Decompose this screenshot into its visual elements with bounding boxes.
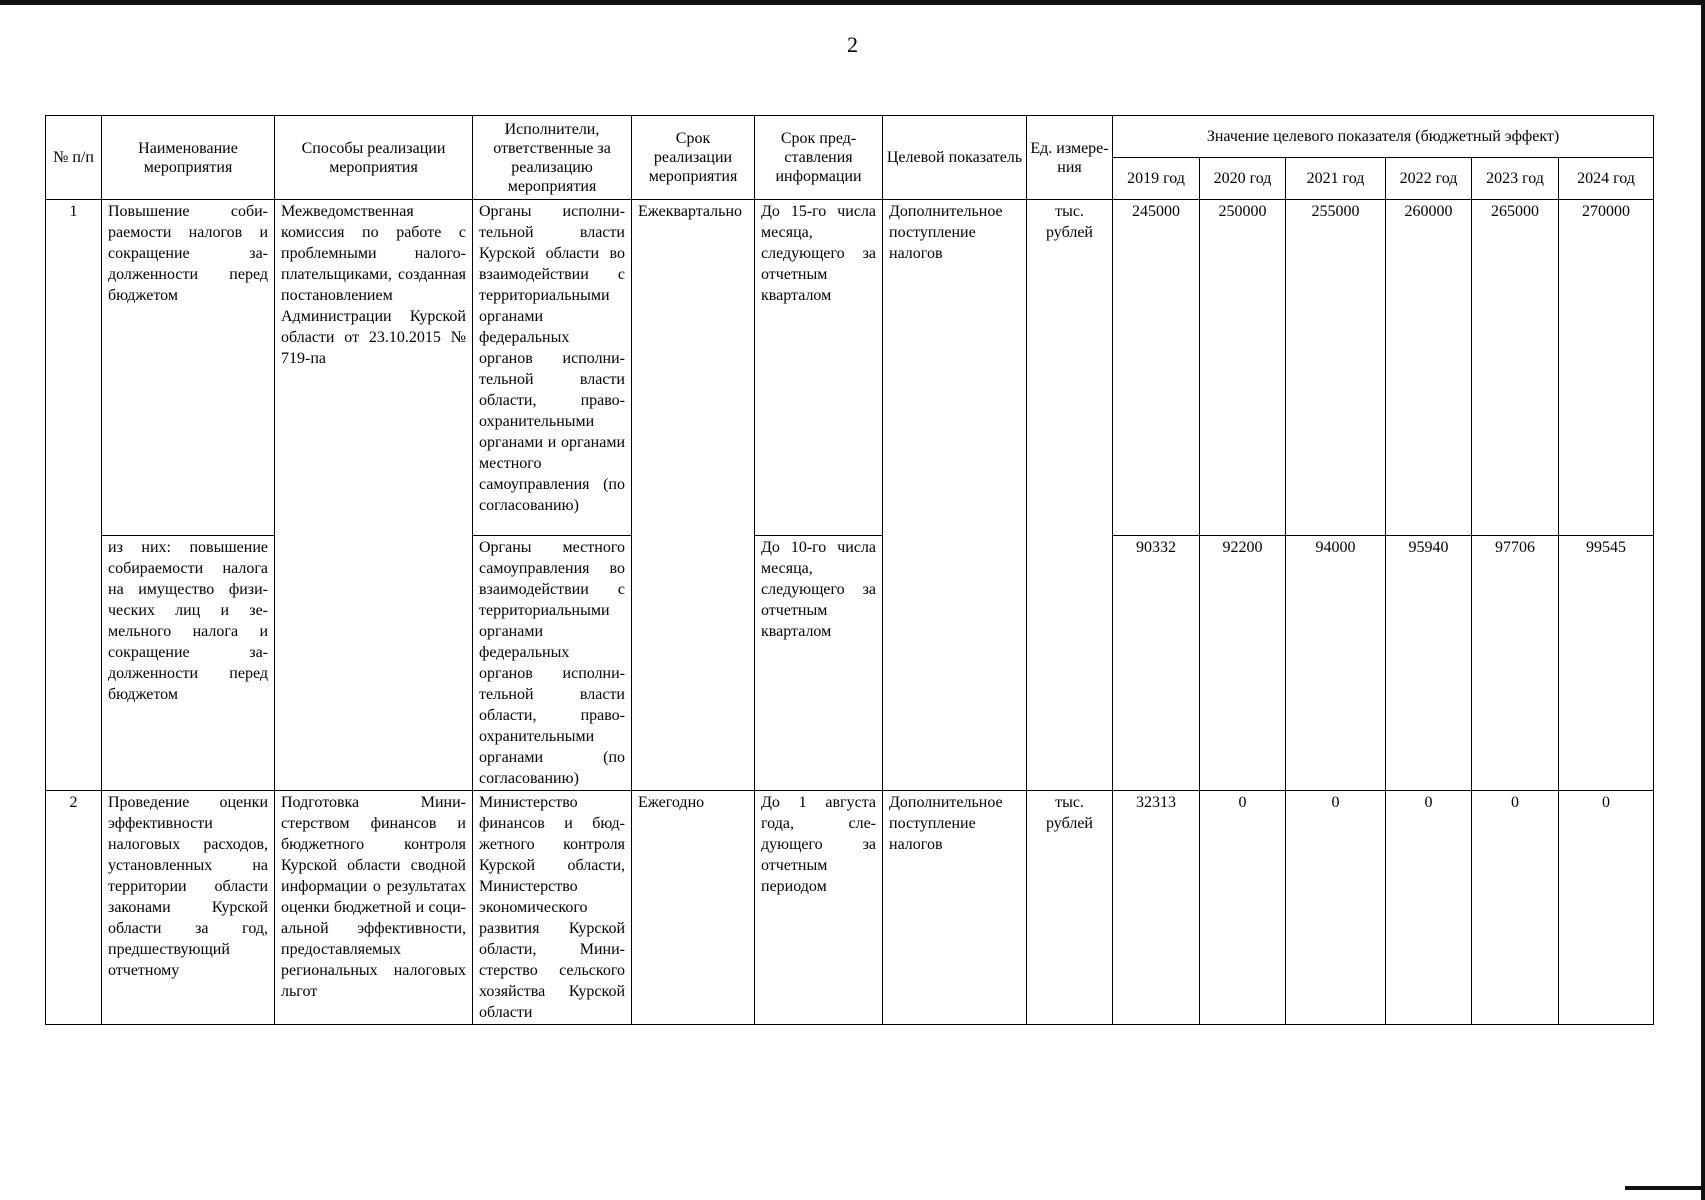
row-term: Ежегодно xyxy=(632,791,755,1025)
col-header-executors: Исполнители, ответственные за реализацию мероприятия xyxy=(473,116,632,200)
row-name: из них: повышение собираемости налога на имущество физических лиц и земельного налога и сокращение задолженности перед бюджетом xyxy=(102,536,275,791)
col-header-year: 2024 год xyxy=(1559,158,1654,200)
row-methods: Межведомственная комиссия по работе с проблемными налогоплательщиками, созданная постановлением Администрации Курской области от 23.10.2015 № 719-па xyxy=(275,200,473,536)
row-value: 245000 xyxy=(1113,200,1200,536)
row-executors: Органы местного самоуправления во взаимодействии с территориальными органами федеральных органов исполнительной власти области, правоохранительными органами (по согласованию) xyxy=(473,536,632,791)
row-value: 95940 xyxy=(1386,536,1472,791)
page-number: 2 xyxy=(847,32,858,57)
row-no: 1 xyxy=(46,200,102,536)
row-methods-empty xyxy=(275,536,473,791)
col-header-indicator: Целевой показатель xyxy=(883,116,1027,200)
row-value: 0 xyxy=(1200,791,1286,1025)
row-value: 32313 xyxy=(1113,791,1200,1025)
col-header-no: № п/п xyxy=(46,116,102,200)
row-executors: Министерство финансов и бюджетного контроля Курской области, Министерство экономического развития Курской области, Министерство сельского хозяйства Курской области xyxy=(473,791,632,1025)
row-value: 94000 xyxy=(1286,536,1386,791)
row-indicator-empty xyxy=(883,536,1027,791)
table-header xyxy=(46,116,1654,200)
table-row xyxy=(46,536,1654,791)
row-executors: Органы исполнительной власти Курской области во взаимодействии с территориальными органами федеральных органов исполнительной власти области, правоохранительными органами и органами местного самоуправления (по согласованию) xyxy=(473,200,632,536)
col-header-year: 2019 год xyxy=(1113,158,1200,200)
col-header-name: Наименование мероприятия xyxy=(102,116,275,200)
row-report-term: До 15-го числа месяца, следующего за отчетным кварталом xyxy=(755,200,883,536)
col-header-year: 2022 год xyxy=(1386,158,1472,200)
row-unit: тыс. рублей xyxy=(1027,200,1113,536)
scan-border-top xyxy=(0,0,1705,5)
row-value: 260000 xyxy=(1386,200,1472,536)
col-header-term: Срок реализации мероприятия xyxy=(632,116,755,200)
col-header-year: 2023 год xyxy=(1472,158,1559,200)
row-value: 97706 xyxy=(1472,536,1559,791)
table-row xyxy=(46,200,1654,536)
row-indicator: Дополнительное поступление налогов xyxy=(883,791,1027,1025)
row-name: Проведение оценки эффективности налоговых расходов, установленных на территории области законами Курской области за год, предшествующий отчетному xyxy=(102,791,275,1025)
row-indicator: Дополнительное поступление налогов xyxy=(883,200,1027,536)
row-value: 0 xyxy=(1286,791,1386,1025)
row-no xyxy=(46,536,102,791)
col-header-year: 2020 год xyxy=(1200,158,1286,200)
row-value: 270000 xyxy=(1559,200,1654,536)
row-value: 92200 xyxy=(1200,536,1286,791)
col-header-year: 2021 год xyxy=(1286,158,1386,200)
scan-border-right xyxy=(1701,0,1705,1200)
col-header-target-value: Значение целевого показателя (бюджетный эффект) xyxy=(1113,116,1654,158)
row-value: 265000 xyxy=(1472,200,1559,536)
row-methods: Подготовка Министерством финансов и бюджетного контроля Курской области сводной информации о результатах оценки бюджетной и социальной эффективности, предоставляемых региональных налоговых льгот xyxy=(275,791,473,1025)
table-body xyxy=(46,200,1654,1025)
row-value: 250000 xyxy=(1200,200,1286,536)
header-row xyxy=(46,116,1654,158)
row-term-empty xyxy=(632,536,755,791)
row-report-term: До 10-го числа месяца, следующего за отчетным кварталом xyxy=(755,536,883,791)
row-no: 2 xyxy=(46,791,102,1025)
row-report-term: До 1 августа года, следующего за отчетным периодом xyxy=(755,791,883,1025)
col-header-report-term: Срок представления информации xyxy=(755,116,883,200)
row-term: Ежеквартально xyxy=(632,200,755,536)
row-value: 255000 xyxy=(1286,200,1386,536)
row-name: Повышение собираемости налогов и сокращение задолженности перед бюджетом xyxy=(102,200,275,536)
col-header-unit: Ед. измерения xyxy=(1027,116,1113,200)
table-row xyxy=(46,791,1654,1025)
scan-border-bottom xyxy=(1625,1186,1705,1190)
row-value: 0 xyxy=(1472,791,1559,1025)
row-value: 0 xyxy=(1386,791,1472,1025)
row-unit-empty xyxy=(1027,536,1113,791)
col-header-methods: Способы реализации мероприятия xyxy=(275,116,473,200)
measures-table xyxy=(45,115,1654,1025)
row-value: 0 xyxy=(1559,791,1654,1025)
row-value: 90332 xyxy=(1113,536,1200,791)
row-unit: тыс. рублей xyxy=(1027,791,1113,1025)
row-value: 99545 xyxy=(1559,536,1654,791)
